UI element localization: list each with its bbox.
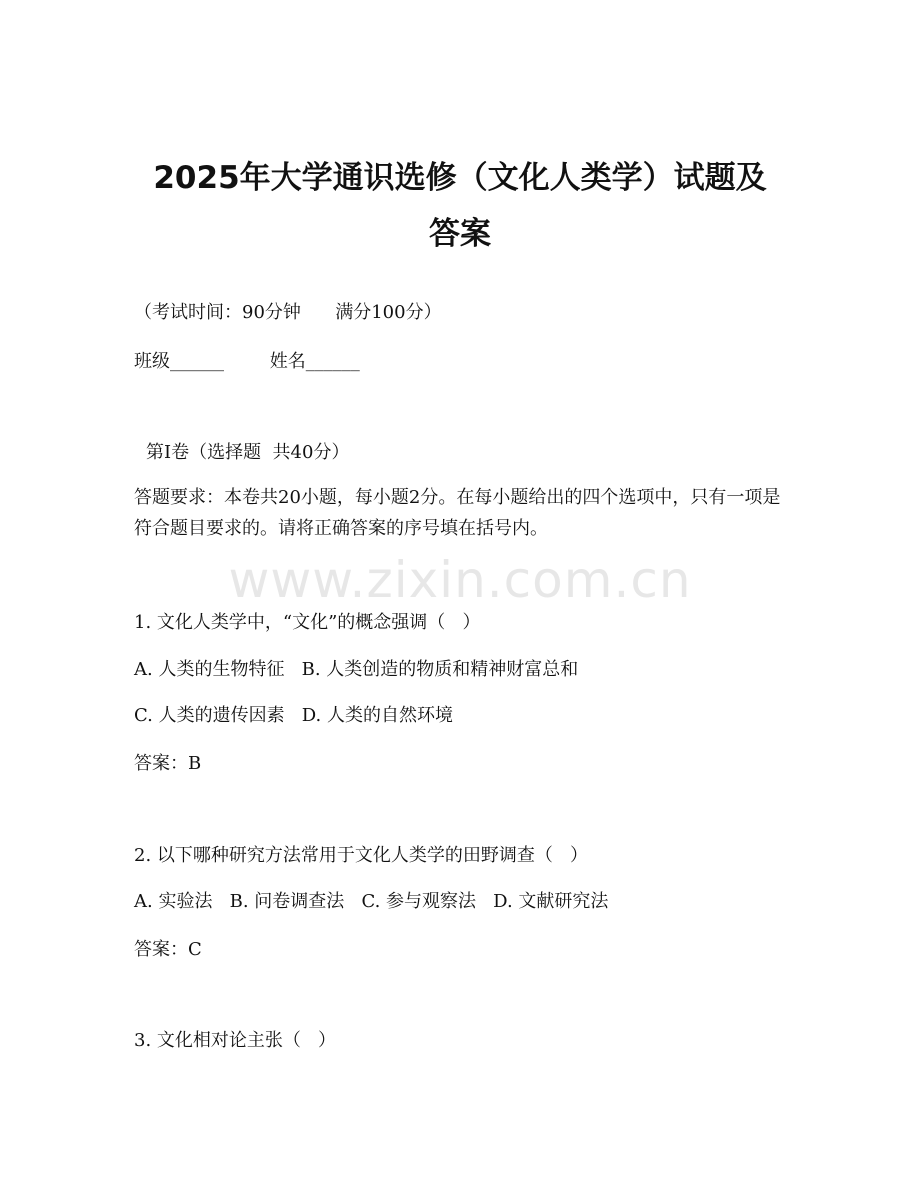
title-line-2: 答案	[429, 216, 491, 252]
question-2-answer: 答案：C	[134, 939, 202, 960]
question-1-options-1: A. 人类的生物特征 B. 人类创造的物质和精神财富总和	[134, 659, 579, 680]
watermark: www.zixin.com.cn	[228, 551, 692, 609]
question-2-stem: 2. 以下哪种研究方法常用于文化人类学的田野调查（ ）	[134, 845, 589, 866]
class-name-line: 班级______ 姓名______	[134, 351, 360, 372]
instructions: 答题要求：本卷共20小题，每小题2分。在每小题给出的四个选项中，只有一项是符合题目要求的。请将正确答案的序号填在括号内。	[134, 487, 781, 539]
question-2-options: A. 实验法 B. 问卷调查法 C. 参与观察法 D. 文献研究法	[134, 891, 609, 912]
question-1-options-2: C. 人类的遗传因素 D. 人类的自然环境	[134, 705, 453, 726]
question-1-stem: 1. 文化人类学中，“文化”的概念强调（ ）	[134, 612, 481, 633]
question-1-answer: 答案：B	[134, 753, 202, 774]
section-heading: 第I卷（选择题 共40分）	[146, 442, 350, 463]
title-line-1: 2025年大学通识选修（文化人类学）试题及	[153, 160, 767, 196]
exam-info: （考试时间：90分钟 满分100分）	[134, 302, 442, 323]
document-title	[100, 150, 820, 262]
question-3-stem: 3. 文化相对论主张（ ）	[134, 1030, 337, 1051]
